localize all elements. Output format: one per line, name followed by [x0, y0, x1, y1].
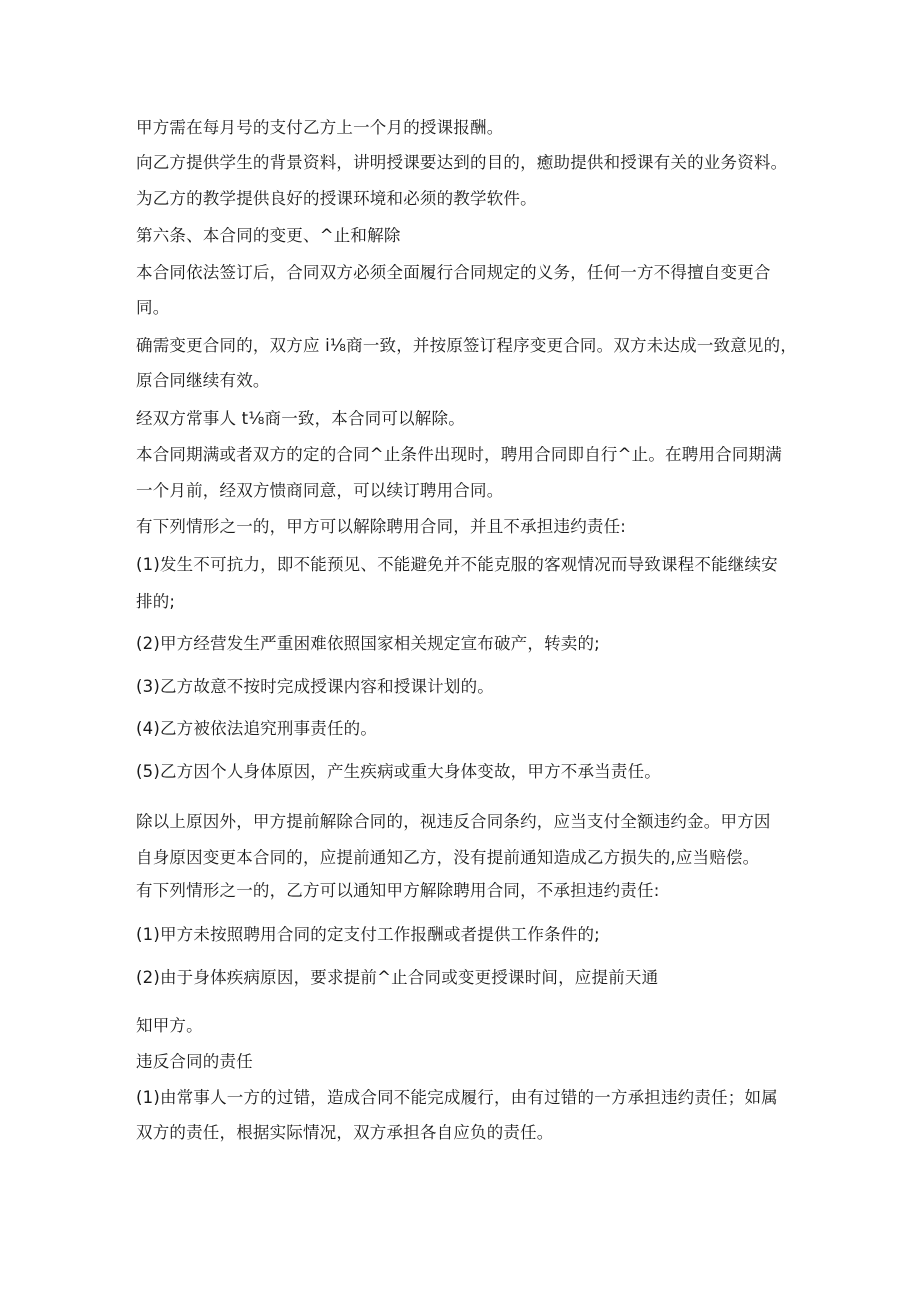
list-item: (1)甲方未按照聘用合同的定支付工作报酬或者提供工作条件的; — [136, 925, 600, 944]
text-line: 除以上原因外，甲方提前解除合同的，视违反合同条约，应当支付全额违约金。甲方因 — [136, 812, 771, 831]
text-line: 一个月前，经双方愦商同意，可以续订聘用合同。 — [136, 481, 504, 500]
text-line: 经双方常事人 t⅛商一致，本合同可以解除。 — [136, 409, 465, 428]
list-item: (1)由常事人一方的过错，造成合同不能完成履行，由有过错的一方承担违约责任；如属 — [136, 1088, 778, 1107]
text-line: 甲方需在每月号的支付乙方上一个月的授课报酬。 — [136, 118, 504, 137]
text-line: 确需变更合同的，双方应 i⅛商一致，并按原签订程序变更合同。双方未达成一致意见的， — [136, 336, 798, 355]
text-line: 向乙方提供学生的背景资料，讲明授课要达到的目的，癒助提供和授课有关的业务资料。 — [136, 153, 788, 172]
text-line: 自身原因变更本合同的，应提前通知乙方，没有提前通知造成乙方损失的,应当赔偿。 — [136, 848, 760, 867]
text-line: 有下列情形之一的，甲方可以解除聘用合同，并且不承担违约责任: — [136, 517, 627, 536]
list-item: (2)由于身体疾病原因，要求提前^止合同或变更授课时间，应提前天通 — [136, 968, 659, 987]
list-item: 双方的责任，根据实际情况，双方承担各自应负的责任。 — [136, 1123, 554, 1142]
text-line: 知甲方。 — [136, 1016, 203, 1035]
section-heading: 第六条、本合同的变更、^止和解除 — [136, 226, 401, 245]
text-line: 有下列情形之一的，乙方可以通知甲方解除聘用合同，不承担违约责任: — [136, 881, 660, 900]
list-item: (5)乙方因个人身体原因，产生疾病或重大身体变故，甲方不承当责任。 — [136, 762, 661, 781]
text-line: 本合同依法签订后，合同双方必须全面履行合同规定的义务，任何一方不得擅自变更合 — [136, 263, 771, 282]
list-item: (3)乙方故意不按时完成授课内容和授课计划的。 — [136, 677, 494, 696]
list-item: 排的; — [136, 592, 176, 611]
list-item: (2)甲方经营发生严重困难依照国家相关规定宣布破产，转卖的; — [136, 634, 600, 653]
text-line: 同。 — [136, 298, 170, 317]
text-line: 原合同继续有效。 — [136, 371, 270, 390]
section-heading: 违反合同的责任 — [136, 1052, 253, 1071]
list-item: (4)乙方被依法追究刑事责任的。 — [136, 719, 378, 738]
list-item: (1)发生不可抗力，即不能预见、不能避免并不能克服的客观情况而导致课程不能继续安 — [136, 555, 778, 574]
text-line: 本合同期满或者双方的定的合同^止条件出现时，聘用合同即自行^止。在聘用合同期满 — [136, 445, 782, 464]
text-line: 为乙方的教学提供良好的授课环境和必须的教学软件。 — [136, 189, 537, 208]
